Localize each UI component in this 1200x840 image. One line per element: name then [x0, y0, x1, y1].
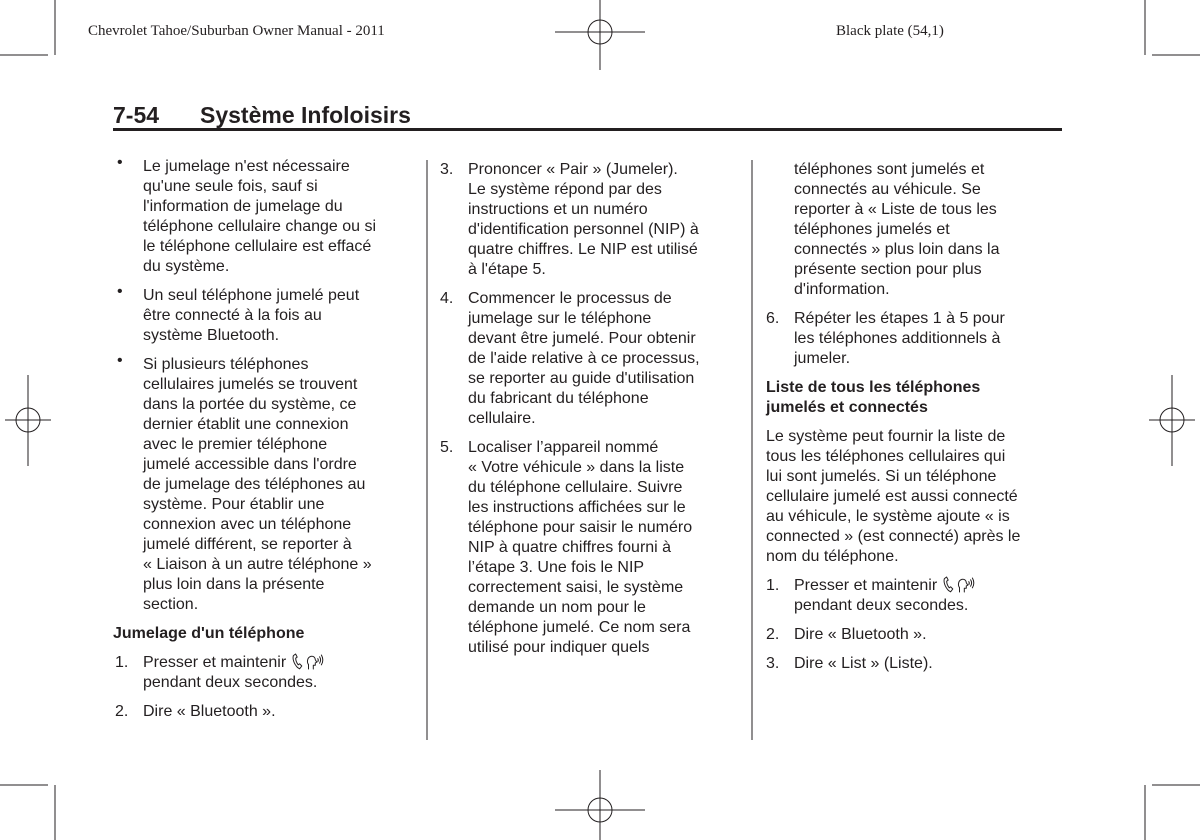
phone-icon	[943, 576, 954, 593]
step-text: Presser et maintenir	[143, 654, 287, 671]
step-number: 3.	[440, 161, 454, 178]
step-text: Commencer le processus de jumelage sur le téléphone devant être jumelé. Pour obtenir de l'aide relative à ce processus, se reporter au guide d'utilisation du fabricant du téléphone cellulaire.	[468, 290, 700, 427]
step-number: 6.	[766, 310, 780, 327]
registration-target-top	[555, 0, 645, 70]
section-title: Système Infoloisirs	[200, 102, 411, 128]
crop-mark-top-right	[1145, 0, 1200, 55]
bullet-item	[113, 283, 418, 346]
body-paragraph	[766, 427, 1066, 567]
step-line	[794, 576, 1066, 596]
step-number: 2.	[766, 626, 780, 643]
step-text: Dire « List » (Liste).	[794, 655, 933, 672]
page-number: 7-54	[113, 102, 160, 128]
crop-mark-bottom-right	[1145, 785, 1200, 840]
crop-mark-top-left	[0, 0, 55, 55]
bullet-item	[113, 154, 418, 277]
voice-icon	[957, 576, 975, 593]
bullet-item	[113, 352, 418, 615]
step-item	[766, 576, 1066, 616]
step-text: téléphones sont jumelés et connectés au véhicule. Se reporter à « Liste de tous les téléphones jumelés et connectés » plus loin dans la présente section pour plus d'information.	[794, 161, 1000, 298]
step-text: Localiser l’appareil nommé « Votre véhicule » dans la liste du téléphone cellulaire. Suivre les instructions affichées sur le téléphone pour saisir le numéro NIP à quatre chiffres fourni à l’étape 3. Une fois le NIP correctement saisi, le système demande un nom pour le téléphone jumelé. Ce nom sera utilisé pour indiquer quels	[468, 439, 693, 656]
step-item	[113, 702, 418, 722]
paragraph-text: Le système peut fournir la liste de tous les téléphones cellulaires qui lui sont jumelés. Si un téléphone cellulaire jumelé est aussi connecté au véhicule, le système ajoute « is connected » (est connecté) après le nom du téléphone.	[766, 428, 1021, 565]
bullet-text: Le jumelage n'est nécessaire qu'une seule fois, sauf si l'information de jumelage du téléphone cellulaire change ou si le téléphone cellulaire est effacé du système.	[143, 158, 377, 275]
step-text-continued: pendant deux secondes.	[794, 597, 969, 614]
step-item	[440, 438, 740, 658]
step-text: Presser et maintenir	[794, 577, 938, 594]
bullet-marker: •	[117, 352, 123, 369]
bullet-marker: •	[117, 154, 123, 171]
step-number: 5.	[440, 439, 454, 456]
plate-label: Black plate (54,1)	[836, 23, 944, 39]
bullet-marker: •	[117, 283, 123, 300]
column-3	[766, 160, 1066, 683]
voice-icon	[306, 653, 324, 670]
step-item	[766, 309, 1066, 369]
step-item	[440, 160, 740, 280]
step-line	[143, 653, 418, 673]
step-text-continued: pendant deux secondes.	[143, 674, 318, 691]
step-text: Prononcer « Pair » (Jumeler). Le système répond par des instructions et un numéro d'identification personnel (NIP) à quatre chiffres. Le NIP est utilisé à l'étape 5.	[468, 161, 699, 278]
step-item	[440, 289, 740, 429]
crop-mark-bottom-left	[0, 785, 55, 840]
title-rule	[113, 128, 1062, 131]
subheading-pairing: Jumelage d'un téléphone	[113, 625, 305, 642]
step-item	[766, 625, 1066, 645]
step-number: 4.	[440, 290, 454, 307]
registration-target-left	[5, 375, 51, 466]
step-number: 3.	[766, 655, 780, 672]
phone-icon	[292, 653, 303, 670]
step-text: Répéter les étapes 1 à 5 pour les téléphones additionnels à jumeler.	[794, 310, 1005, 367]
manual-title: Chevrolet Tahoe/Suburban Owner Manual - 2011	[88, 23, 385, 39]
registration-target-bottom	[555, 770, 645, 840]
registration-target-right	[1149, 375, 1195, 466]
step-item	[113, 653, 418, 693]
column-2	[440, 160, 740, 667]
step-number: 2.	[115, 703, 129, 720]
bullet-text: Un seul téléphone jumelé peut être connecté à la fois au système Bluetooth.	[143, 287, 360, 344]
bullet-text: Si plusieurs téléphones cellulaires jumelés se trouvent dans la portée du système, ce dernier établit une connexion avec le premier téléphone jumelé accessible dans l'ordre de jumelage des téléphones au système. Pour établir une connexion avec un téléphone jumelé différent, se reporter à « Liaison à un autre téléphone » plus loin dans la présente section.	[143, 356, 372, 613]
step-continuation	[766, 160, 1066, 300]
step-number: 1.	[766, 577, 780, 594]
subheading-list-phones: Liste de tous les téléphones jumelés et connectés	[766, 379, 981, 416]
step-number: 1.	[115, 654, 129, 671]
column-1	[113, 154, 418, 731]
step-text: Dire « Bluetooth ».	[143, 703, 276, 720]
step-item	[766, 654, 1066, 674]
step-text: Dire « Bluetooth ».	[794, 626, 927, 643]
